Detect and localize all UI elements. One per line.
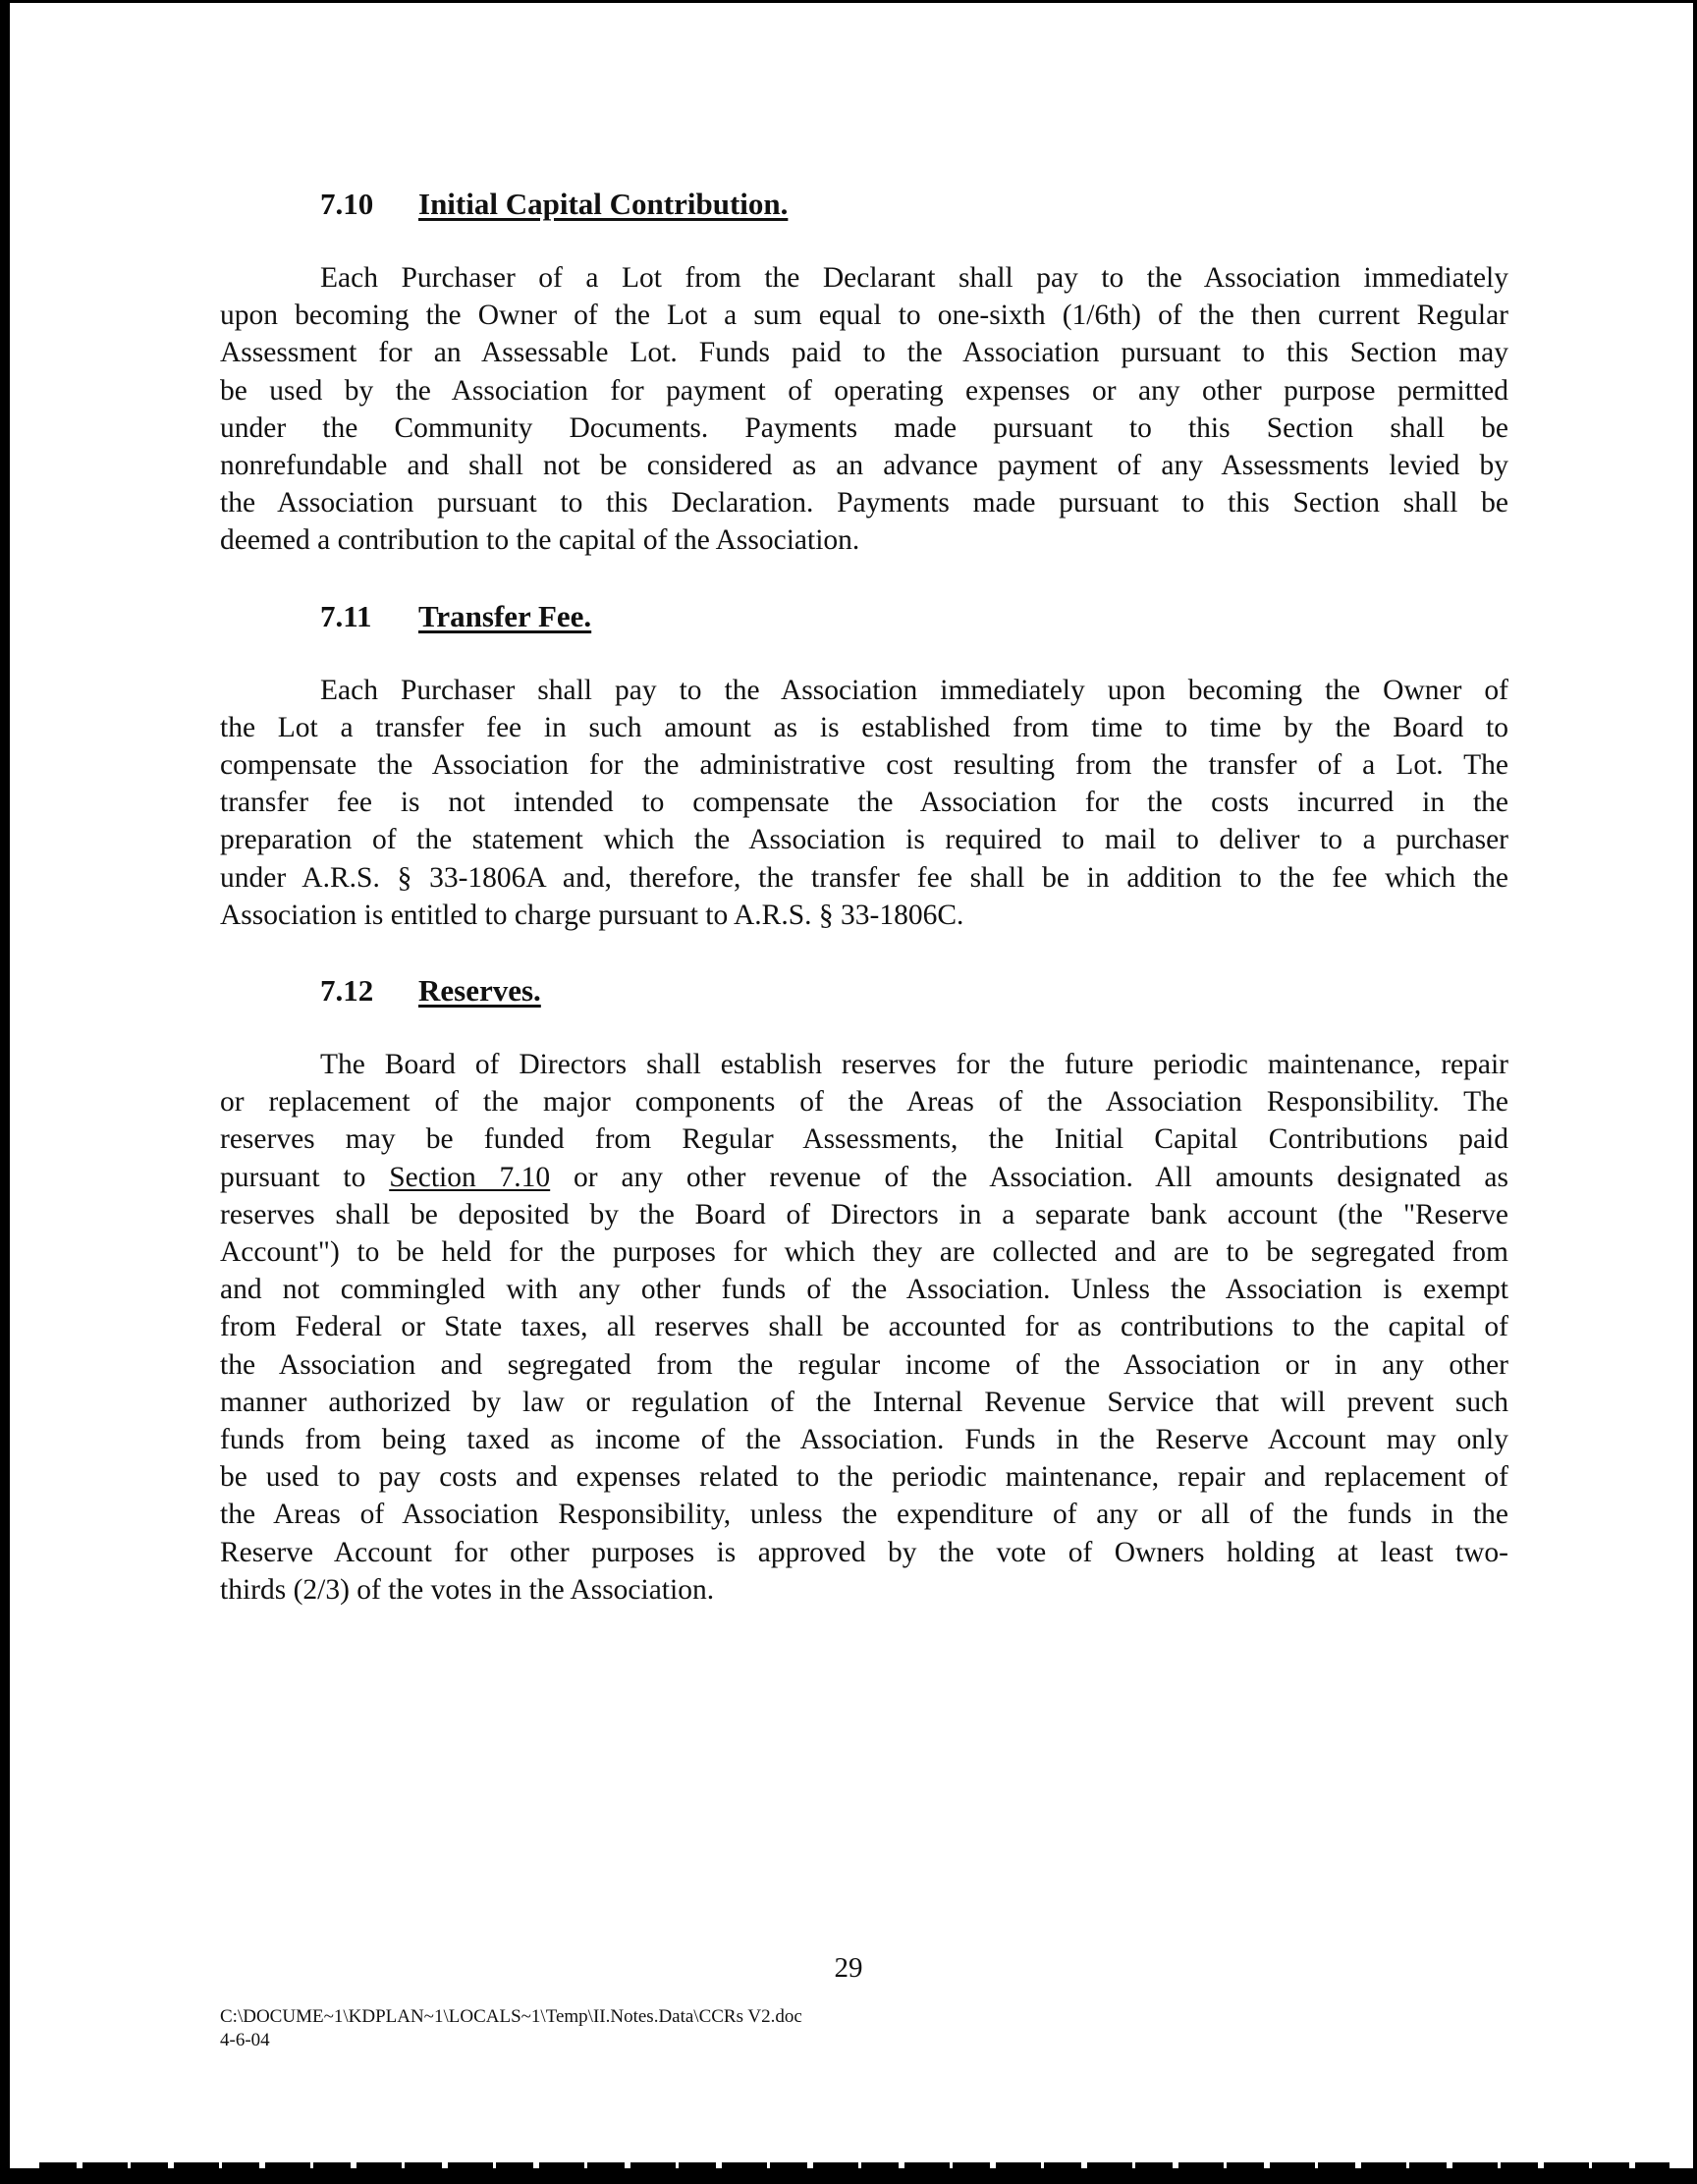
section-number: 7.10: [320, 187, 374, 221]
text-line: manner authorized by law or regulation of the Internal Revenue Service that will prevent such: [220, 1386, 1508, 1418]
document-date: 4-6-04: [220, 2030, 270, 2050]
text-line: The Board of Directors shall establish reserves for the future periodic maintenance, repair: [320, 1049, 1508, 1081]
text-line: Each Purchaser of a Lot from the Declarant shall pay to the Association immediately: [320, 262, 1508, 294]
text-line: transfer fee is not intended to compensate the Association for the costs incurred in the: [220, 787, 1508, 819]
section-number: 7.12: [320, 973, 374, 1009]
text-line: Association is entitled to charge pursuant to A.R.S. § 33-1806C.: [220, 899, 964, 931]
section-heading-7-11: [320, 597, 1508, 636]
text-line: the Areas of Association Responsibility, unless the expenditure of any or all of the funds in the: [220, 1499, 1508, 1531]
document-footer: [220, 2005, 802, 2052]
section-title: Initial Capital Contribution.: [418, 187, 789, 221]
text-line: the Association pursuant to this Declaration. Payments made pursuant to this Section shall be: [220, 487, 1508, 519]
text-line: Reserve Account for other purposes is approved by the vote of Owners holding at least two-: [220, 1536, 1508, 1568]
section-body-7-10: [220, 259, 1508, 560]
text-line: nonrefundable and shall not be considered as an advance payment of any Assessments levied by: [220, 450, 1508, 482]
text-line: upon becoming the Owner of the Lot a sum equal to one-sixth (1/6th) of the then current Regular: [220, 300, 1508, 332]
section-heading-7-12: [320, 971, 1508, 1010]
text-line: compensate the Association for the administrative cost resulting from the transfer of a Lot. The: [220, 749, 1508, 782]
text-line: the Association and segregated from the regular income of the Association or in any other: [220, 1348, 1508, 1381]
text-line: under A.R.S. § 33-1806A and, therefore, the transfer fee shall be in addition to the fee which the: [220, 861, 1508, 894]
section-body-7-11: [220, 672, 1508, 934]
section-7-10-reference: Section 7.10: [389, 1161, 551, 1193]
document-page: [220, 185, 1508, 1646]
text-line: preparation of the statement which the Association is required to mail to deliver to a purchaser: [220, 824, 1508, 856]
section-title: Reserves.: [418, 973, 541, 1009]
text-line-with-reference: [220, 1159, 1508, 1196]
section-number: 7.11: [320, 598, 372, 633]
text-line: under the Community Documents. Payments made pursuant to this Section shall be: [220, 411, 1508, 444]
file-path: C:\DOCUME~1\KDPLAN~1\LOCALS~1\Temp\II.Notes.Data\CCRs V2.doc: [220, 2006, 802, 2027]
text-line: funds from being taxed as income of the Association. Funds in the Reserve Account may only: [220, 1424, 1508, 1456]
text-line: be used by the Association for payment of operating expenses or any other purpose permitted: [220, 374, 1508, 407]
scan-edge-right: [1693, 0, 1697, 2184]
text-line: deemed a contribution to the capital of the Association.: [220, 524, 860, 557]
text-line: reserves may be funded from Regular Assessments, the Initial Capital Contributions paid: [220, 1123, 1508, 1156]
text-line: Assessment for an Assessable Lot. Funds paid to the Association pursuant to this Section may: [220, 337, 1508, 369]
scan-edge-left: [0, 0, 10, 2184]
text-segment: pursuant to: [220, 1161, 366, 1193]
text-line: the Lot a transfer fee in such amount as is established from time to time by the Board to: [220, 711, 1508, 743]
text-line: Account") to be held for the purposes for which they are collected and are to be segregated from: [220, 1236, 1508, 1269]
page-number: 29: [834, 1952, 863, 1984]
text-line: Each Purchaser shall pay to the Association immediately upon becoming the Owner of: [320, 674, 1508, 706]
text-line: reserves shall be deposited by the Board of Directors in a separate bank account (the "Reserve: [220, 1198, 1508, 1230]
text-line: and not commingled with any other funds of the Association. Unless the Association is exempt: [220, 1274, 1508, 1306]
section-heading-7-10: [320, 185, 1508, 224]
scan-edge-bottom: [0, 2168, 1697, 2184]
text-segment: or any other revenue of the Association. All amounts designated as: [574, 1161, 1508, 1193]
section-body-7-12: [220, 1046, 1508, 1609]
section-title: Transfer Fee.: [418, 598, 592, 633]
text-line: thirds (2/3) of the votes in the Association.: [220, 1573, 715, 1606]
text-line: from Federal or State taxes, all reserves shall be accounted for as contributions to the capital of: [220, 1311, 1508, 1343]
scan-edge-top: [0, 0, 1697, 3]
text-line: be used to pay costs and expenses related to the periodic maintenance, repair and replacement of: [220, 1461, 1508, 1494]
text-line: or replacement of the major components of the Areas of the Association Responsibility. The: [220, 1086, 1508, 1119]
